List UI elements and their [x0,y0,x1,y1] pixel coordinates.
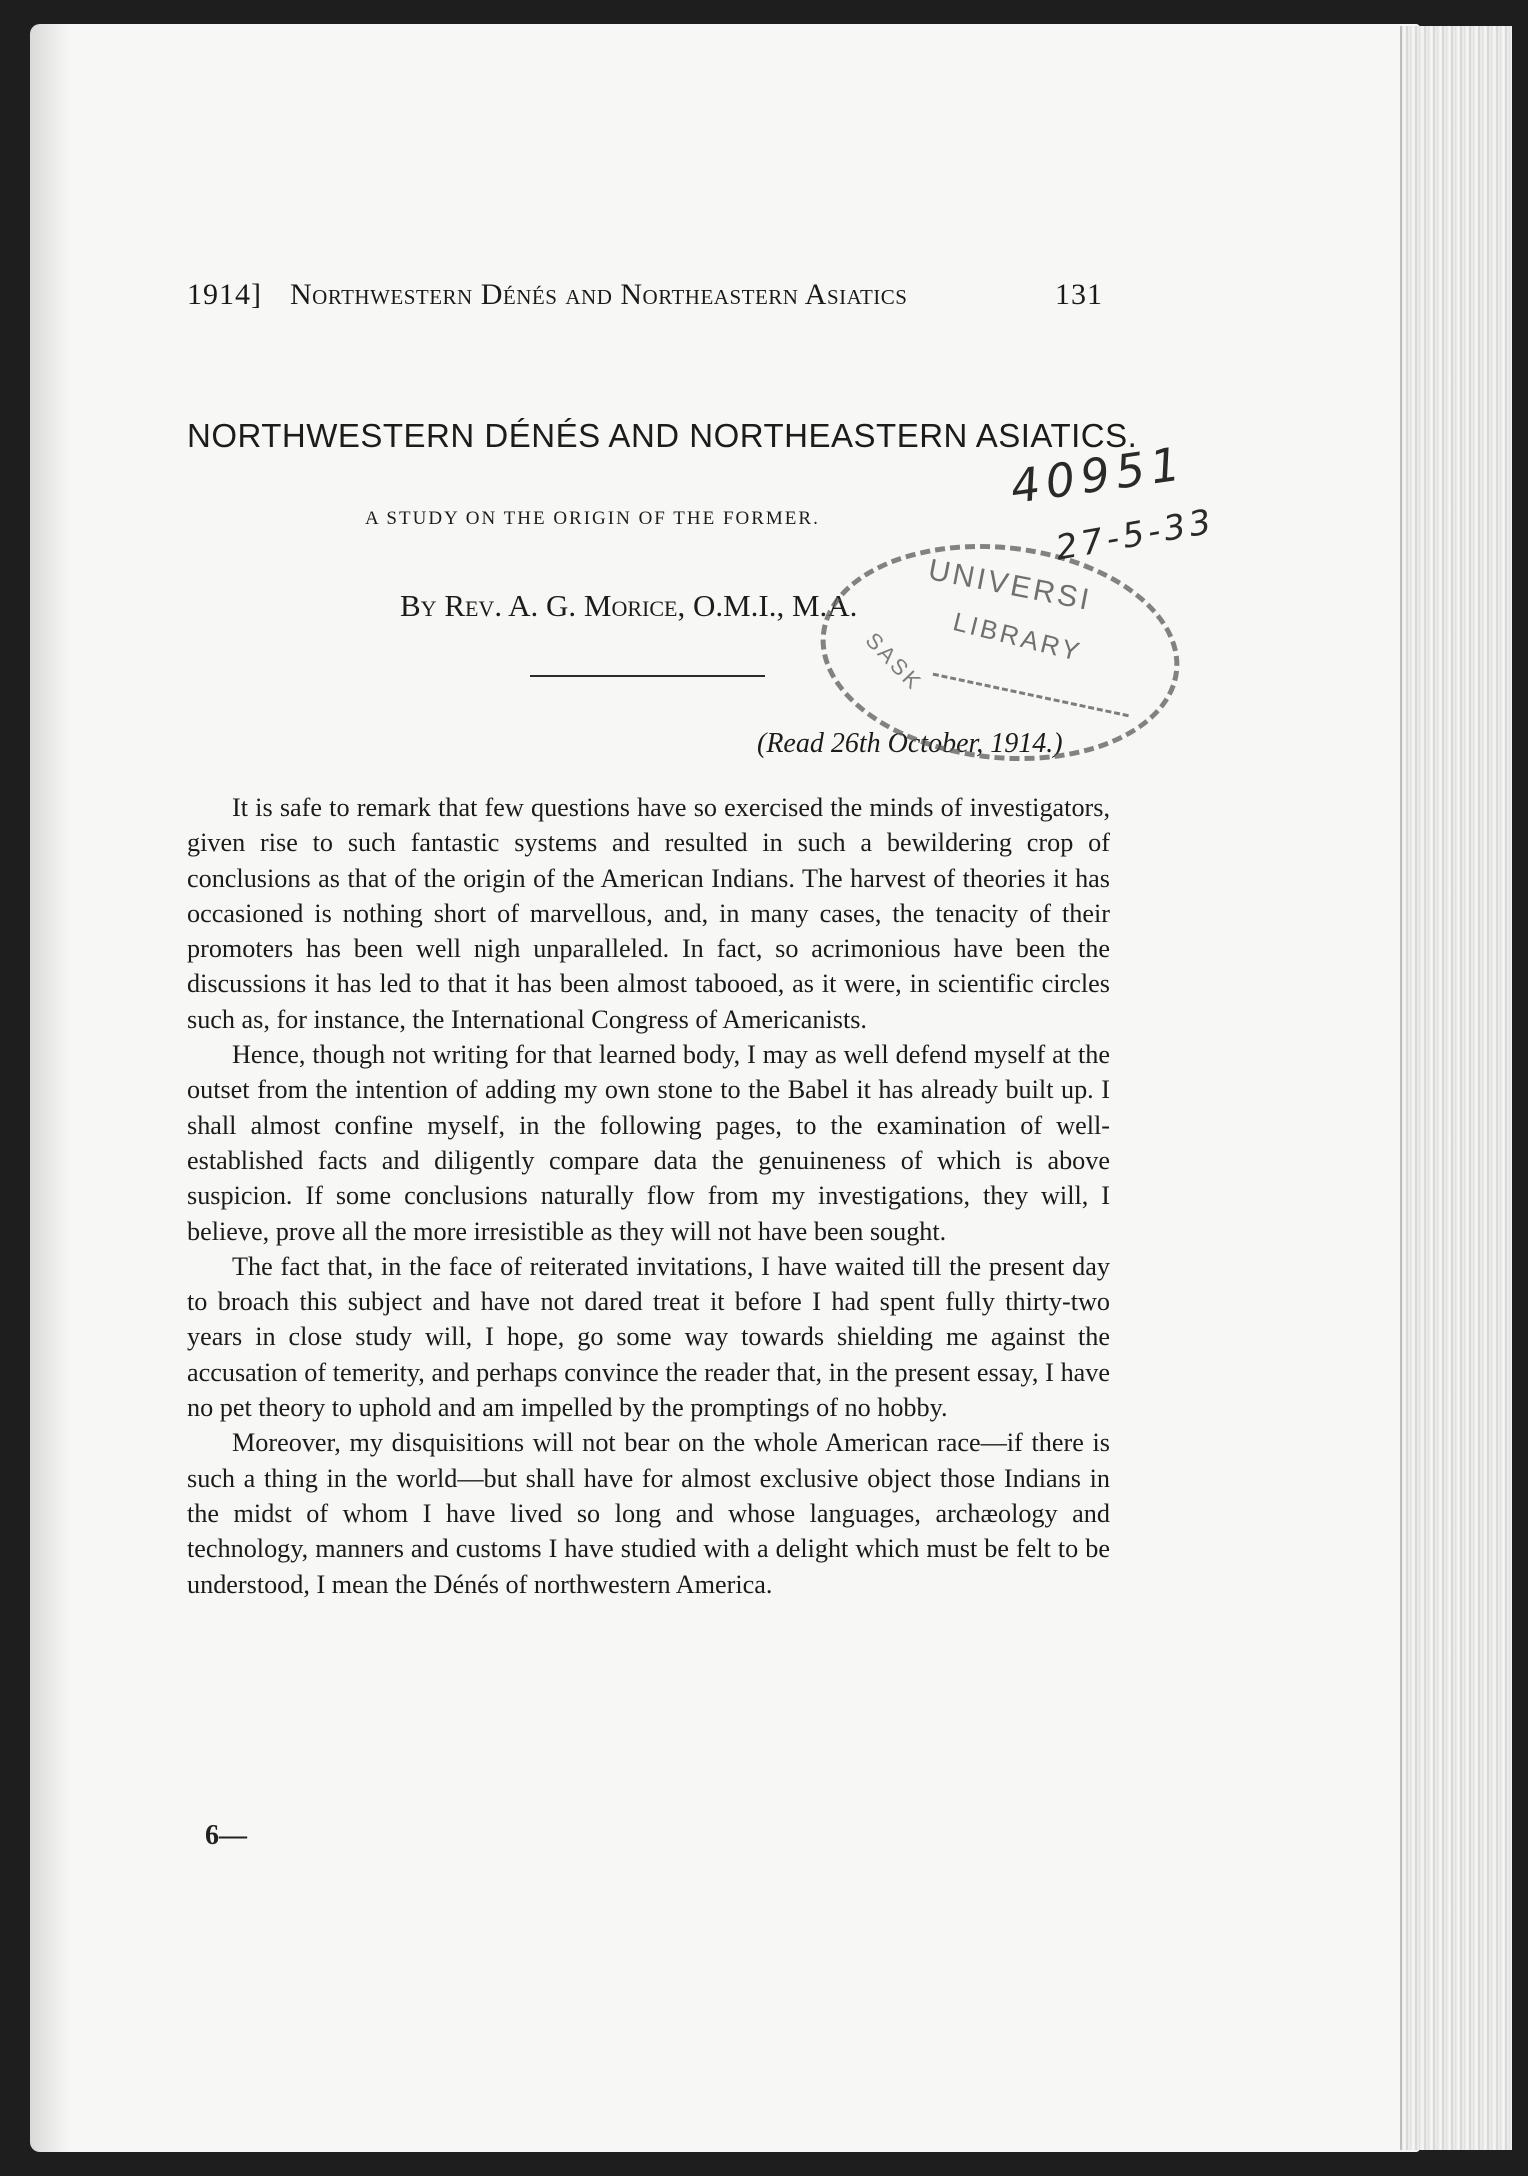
running-head-title: Northwestern Dénés and Northeastern Asiatics [290,278,908,311]
page-number: 131 [1055,278,1103,311]
signature-mark: 6— [205,1820,247,1851]
stamp-sask-text: SASK [860,627,928,696]
running-head-year: 1914] [187,278,262,311]
title-divider-rule [530,675,765,677]
handwritten-accession-number: 40951 [1007,435,1190,515]
stamp-university-text: UNIVERSI [925,553,1095,618]
article-byline: By Rev. A. G. Morice, O.M.I., M.A. [400,588,858,623]
body-paragraph-4: Moreover, my disquisitions will not bear on the whole American race—if there is such a thing in the world—but shall have for almost exclusive object those Indians in the midst of whom I have lived so long and whose languages, archæology and technology, manners and customs I have studied with a delight which must be felt to be understood, I mean the Dénés of northwestern America. [187,1428,1110,1599]
stamp-dashed-line [933,673,1129,718]
article-subtitle: A STUDY ON THE ORIGIN OF THE FORMER. [365,508,820,529]
body-paragraph-2: Hence, though not writing for that learned body, I may as well defend myself at the outset from the intention of adding my own stone to the Babel it has already built up. I shall almost confine myself, in the following pages, to the examination of well-established facts and diligently compare data the genuineness of which is above suspicion. If some conclusions naturally flow from my investigations, they will, I believe, prove all the more irresistible as they will not have been sought. [187,1040,1110,1246]
article-body [187,790,1110,1602]
stamp-library-text: LIBRARY [950,606,1086,668]
body-paragraph-3: The fact that, in the face of reiterated invitations, I have waited till the present day to broach this subject and have not dared treat it before I had spent fully thirty-two years in close study will, I hope, go some way towards shielding me against the accusation of temerity, and perhaps convince the reader that, in the present essay, I have no pet theory to uphold and am impelled by the promptings of no hobby. [187,1251,1110,1423]
book-page-edges [1400,26,1512,2150]
article-title: NORTHWESTERN DÉNÉS AND NORTHEASTERN ASIATICS. [187,417,1138,454]
read-date-note: (Read 26th October, 1914.) [757,728,1063,759]
handwritten-date: 27-5-33 [1052,501,1218,569]
spine-shadow [30,24,70,2152]
body-paragraph-1: It is safe to remark that few questions have so exercised the minds of investigators, given rise to such fantastic systems and resulted in such a bewildering crop of conclusions as that of the origin of the American Indians. The harvest of theories it has occasioned is nothing short of marvellous, and, in many cases, the tenacity of their promoters has been well nigh unparalleled. In fact, so acrimonious have been the discussions it has led to that it has been almost tabooed, as it were, in scientific circles such as, for instance, the International Congress of Americanists. [187,793,1110,1034]
